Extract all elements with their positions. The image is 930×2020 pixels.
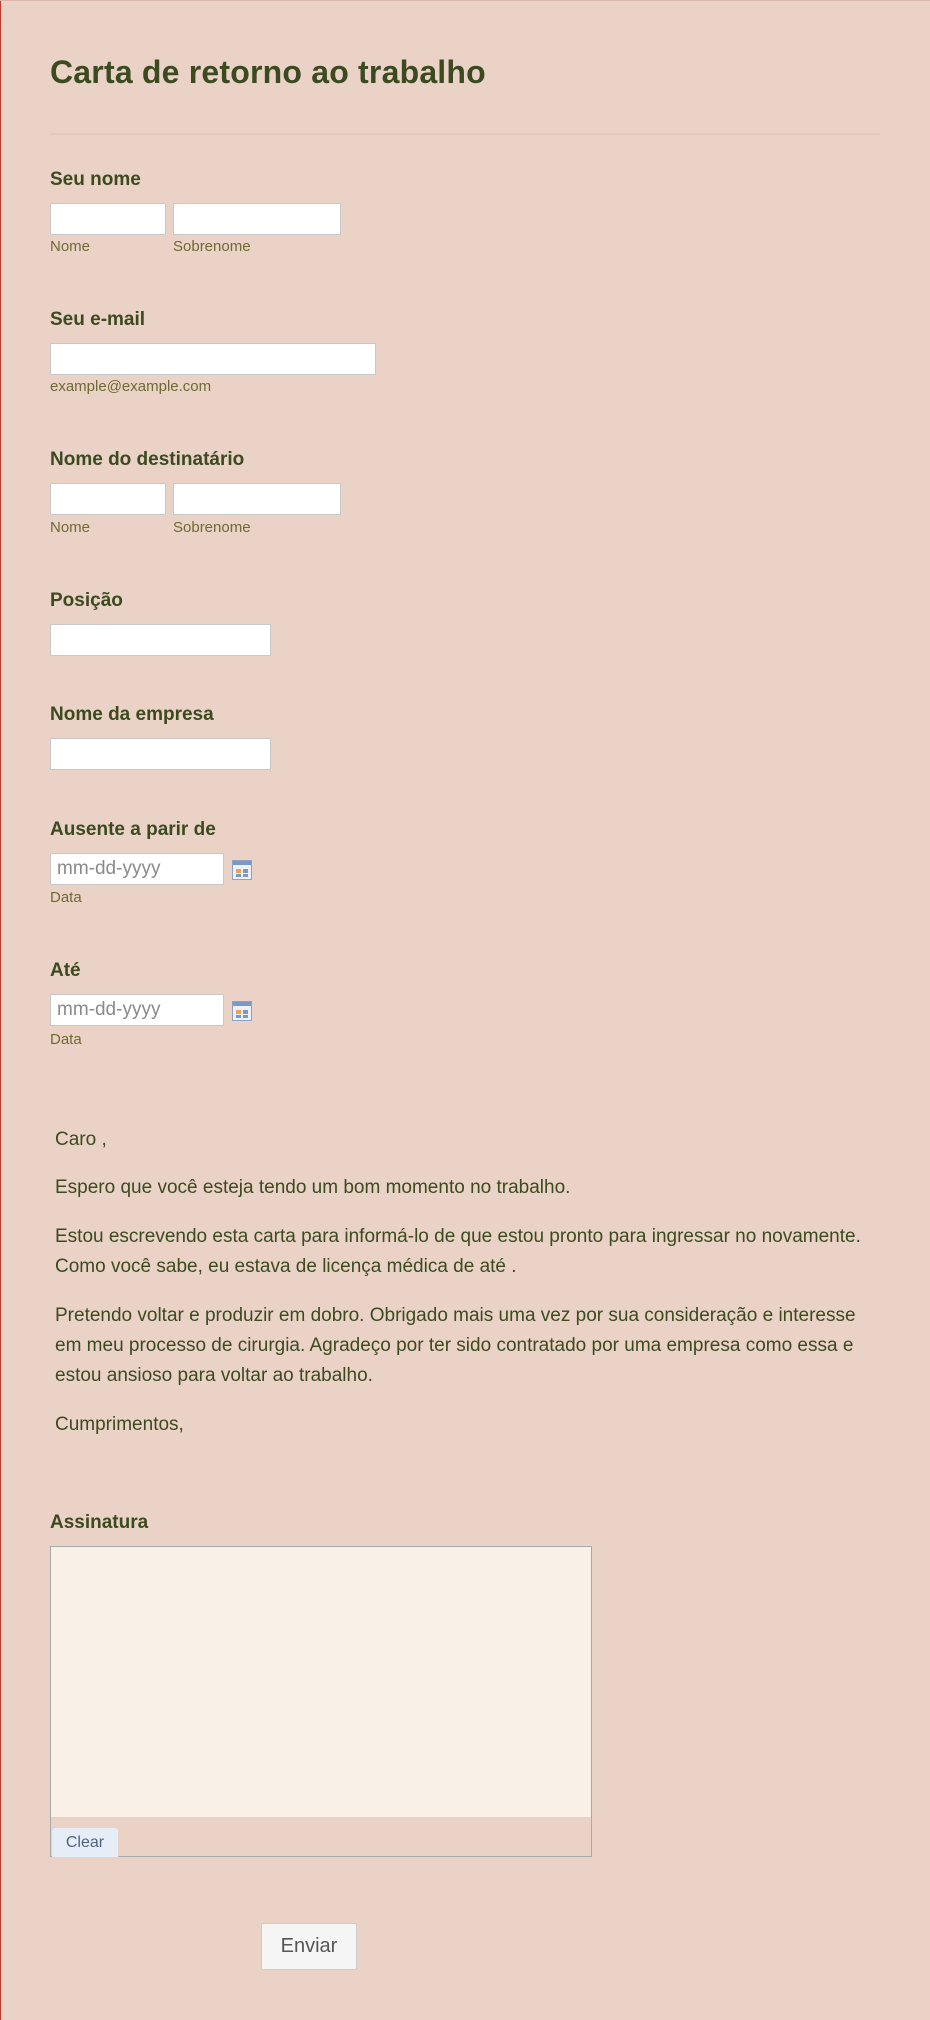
clear-signature-button[interactable]: Clear <box>52 1828 118 1857</box>
signature-field <box>50 1546 592 1857</box>
your-email-label: Seu e-mail <box>50 309 146 330</box>
your-last-name-sublabel: Sobrenome <box>173 238 251 255</box>
until-sublabel: Data <box>50 1031 82 1048</box>
letter-greeting: Caro , <box>55 1129 107 1150</box>
recipient-last-name-sublabel: Sobrenome <box>173 519 251 536</box>
letter-paragraph-3: Pretendo voltar e produzir em dobro. Obrigado mais uma vez por sua consideração e interesse em meu processo de cirurgia. Agradeço por ter sido contratado por uma empresa como essa e estou ansioso para voltar ao trabalho. <box>55 1305 856 1386</box>
your-email-sublabel: example@example.com <box>50 378 212 395</box>
absent-from-date-input[interactable] <box>50 853 224 885</box>
title-divider <box>50 133 880 135</box>
calendar-icon[interactable] <box>232 860 252 880</box>
company-name-label: Nome da empresa <box>50 704 214 725</box>
page-left-border <box>0 0 1 2020</box>
letter-paragraph-1: Espero que você esteja tendo um bom momento no trabalho. <box>55 1177 571 1198</box>
company-name-input[interactable] <box>50 738 271 770</box>
your-name-label: Seu nome <box>50 169 141 190</box>
your-first-name-input[interactable] <box>50 203 166 235</box>
position-input[interactable] <box>50 624 271 656</box>
recipient-first-name-sublabel: Nome <box>50 519 91 536</box>
page-top-border <box>0 0 930 1</box>
recipient-name-label: Nome do destinatário <box>50 449 245 470</box>
submit-button[interactable]: Enviar <box>261 1923 357 1970</box>
until-label: Até <box>50 960 81 981</box>
absent-from-sublabel: Data <box>50 889 82 906</box>
your-email-input[interactable] <box>50 343 376 375</box>
recipient-first-name-input[interactable] <box>50 483 166 515</box>
your-last-name-input[interactable] <box>173 203 341 235</box>
signature-label: Assinatura <box>50 1512 149 1533</box>
letter-paragraph-2: Estou escrevendo esta carta para informá-lo de que estou pronto para ingressar no novamente. Como você sabe, eu estava de licença médica de até . <box>55 1226 861 1277</box>
position-label: Posição <box>50 590 123 611</box>
until-date-input[interactable] <box>50 994 224 1026</box>
calendar-icon[interactable] <box>232 1001 252 1021</box>
your-first-name-sublabel: Nome <box>50 238 91 255</box>
letter-closing: Cumprimentos, <box>55 1414 184 1435</box>
recipient-last-name-input[interactable] <box>173 483 341 515</box>
form-title: Carta de retorno ao trabalho <box>50 54 486 90</box>
signature-pad[interactable] <box>51 1547 591 1818</box>
absent-from-label: Ausente a parir de <box>50 819 216 840</box>
